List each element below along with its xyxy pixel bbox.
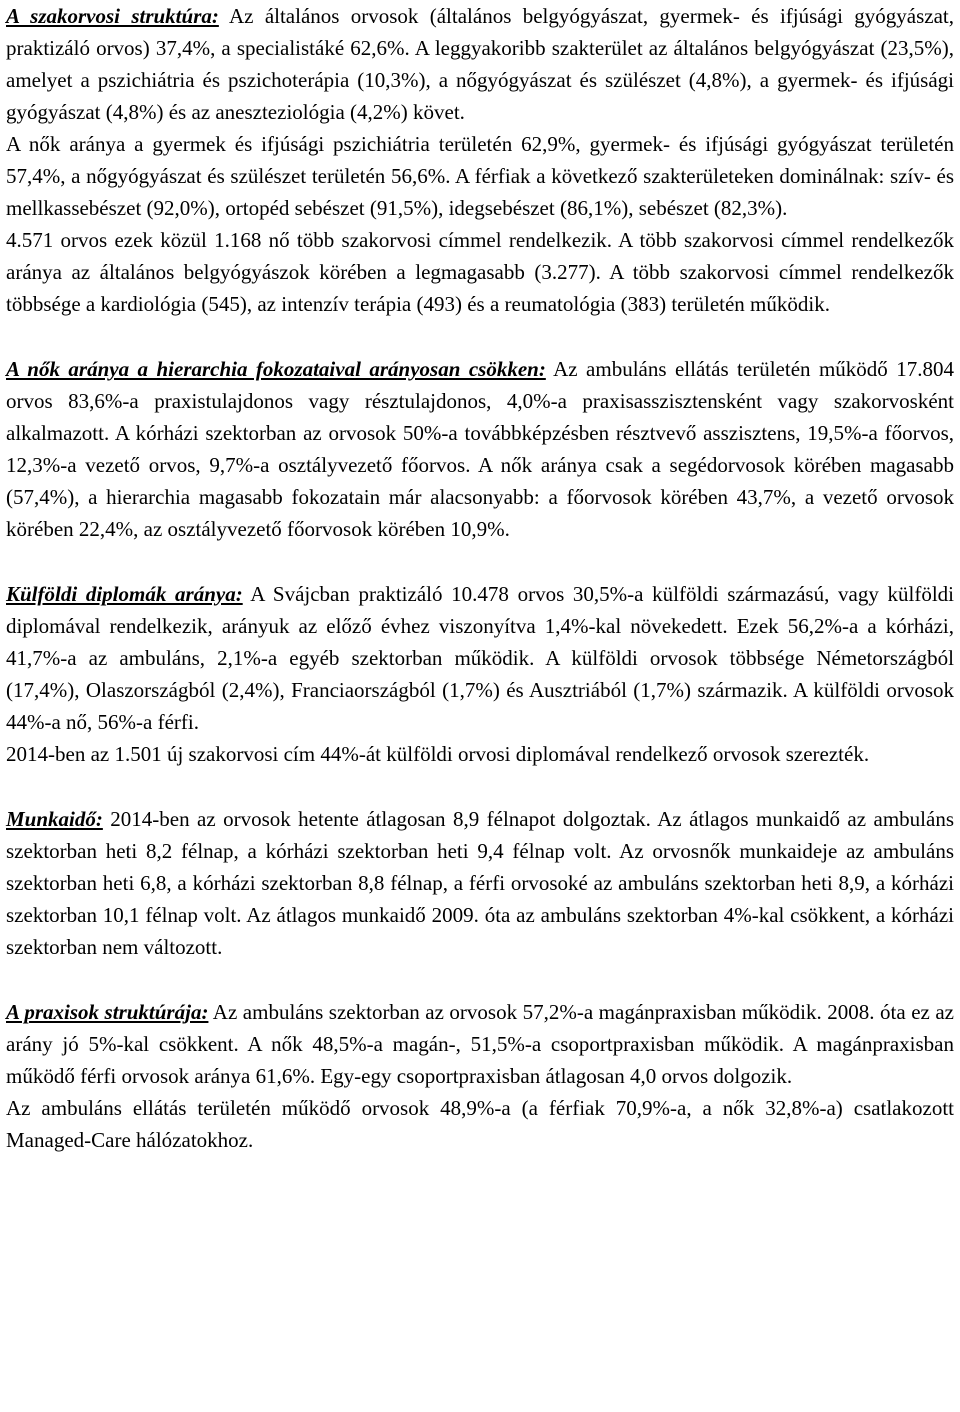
paragraph (6, 0, 954, 128)
paragraph-text: 2014-ben az orvosok hetente átlagosan 8,9 félnapot dolgoztak. Az átlagos munkaidő az ambuláns szektorban heti 8,2 félnap, a kórházi szektorban heti 9,4 félnap volt. Az orvosnők munkaideje az ambuláns szektorban heti 6,8, a kórházi szektorban 8,8 félnap, a férfi orvosoké az ambuláns szektorban heti 8,9, a kórházi szektorban 10,1 félnap volt. Az átlagos munkaidő 2009. óta az ambuláns szektorban 4%-kal csökkent, a kórházi szektorban nem változott. (6, 807, 954, 959)
section-specialist-structure (6, 0, 954, 320)
paragraph (6, 353, 954, 545)
section-heading: A praxisok struktúrája: (6, 1000, 209, 1024)
section-women-hierarchy (6, 353, 954, 545)
paragraph-text: Az ambuláns szektorban az orvosok 57,2%-a magánpraxisban működik. 2008. óta ez az arány jó 5%-kal csökkent. A nők 48,5%-a magán-, 51,5%-a csoportpraxisban működik. A magánpraxisban működő férfi orvosok aránya 61,6%. Egy-egy csoportpraxisban átlagosan 4,0 orvos dolgozik. (6, 1000, 954, 1088)
section-heading: Munkaidő: (6, 807, 103, 831)
paragraph: Az ambuláns ellátás területén működő orvosok 48,9%-a (a férfiak 70,9%-a, a nők 32,8%-a) csatlakozott Managed-Care hálózatokhoz. (6, 1096, 954, 1152)
section-heading: A nők aránya a hierarchia fokozataival arányosan csökken: (6, 357, 546, 381)
paragraph-gap (6, 320, 954, 353)
paragraph-gap (6, 545, 954, 578)
section-heading: Külföldi diplomák aránya: (6, 582, 243, 606)
paragraph: 4.571 orvos ezek közül 1.168 nő több szakorvosi címmel rendelkezik. A több szakorvosi címmel rendelkezők aránya az általános belgyógyászok körében a legmagasabb (3.277). A több szakorvosi címmel rendelkezők többsége a kardiológia (545), az intenzív terápia (493) és a reumatológia (383) területén működik. (6, 228, 954, 316)
section-heading: A szakorvosi struktúra: (6, 4, 219, 28)
paragraph-text: Az ambuláns ellátás területén működő 17.804 orvos 83,6%-a praxistulajdonos vagy résztulajdonos, 4,0%-a praxisasszisztensként vagy szakorvosként alkalmazott. A kórházi szektorban az orvosok 50%-a továbbképzésben résztvevő asszisztens, 19,5%-a főorvos, 12,3%-a vezető orvos, 9,7%-a osztályvezető főorvos. A nők aránya csak a segédorvosok körében magasabb (57,4%), a hierarchia magasabb fokozatain már alacsonyabb: a főorvosok körében 43,7%, a vezető orvosok körében 22,4%, az osztályvezető főorvosok körében 10,9%. (6, 357, 954, 541)
section-foreign-diplomas (6, 578, 954, 770)
paragraph-text: A Svájcban praktizáló 10.478 orvos 30,5%-a külföldi származású, vagy külföldi diplomával rendelkezik, arányuk az előző évhez viszonyítva 1,4%-kal növekedett. Ezek 56,2%-a a kórházi, 41,7%-a az ambuláns, 2,1%-a egyéb szektorban működik. A külföldi orvosok többsége Németországból (17,4%), Olaszországból (2,4%), Franciaországból (1,7%) és Ausztriából (1,7%) származik. A külföldi orvosok 44%-a nő, 56%-a férfi. (6, 582, 954, 734)
section-working-time (6, 803, 954, 963)
paragraph (6, 578, 954, 738)
paragraph-gap (6, 770, 954, 803)
paragraph (6, 803, 954, 963)
paragraph: 2014-ben az 1.501 új szakorvosi cím 44%-át külföldi orvosi diplomával rendelkező orvosok szerezték. (6, 742, 870, 766)
paragraph: A nők aránya a gyermek és ifjúsági pszichiátria területén 62,9%, gyermek- és ifjúsági gyógyászat területén 57,4%, a nőgyógyászat és szülészet területén 56,6%. A férfiak a következő szakterületeken dominálnak: szív- és mellkassebészet (92,0%), ortopéd sebészet (91,5%), idegsebészet (86,1%), sebészet (82,3%). (6, 132, 954, 220)
section-practice-structure (6, 996, 954, 1156)
paragraph-text: Az általános orvosok (általános belgyógyászat, gyermek- és ifjúsági gyógyászat, praktizáló orvos) 37,4%, a specialistáké 62,6%. A leggyakoribb szakterület az általános belgyógyászat (23,5%), amelyet a pszichiátria és pszichoterápia (10,3%), a nőgyógyászat és szülészet (4,8%), a gyermek- és ifjúsági gyógyászat (4,8%) és az aneszteziológia (4,2%) követ. (6, 4, 954, 124)
paragraph-gap (6, 963, 954, 996)
paragraph (6, 996, 954, 1092)
